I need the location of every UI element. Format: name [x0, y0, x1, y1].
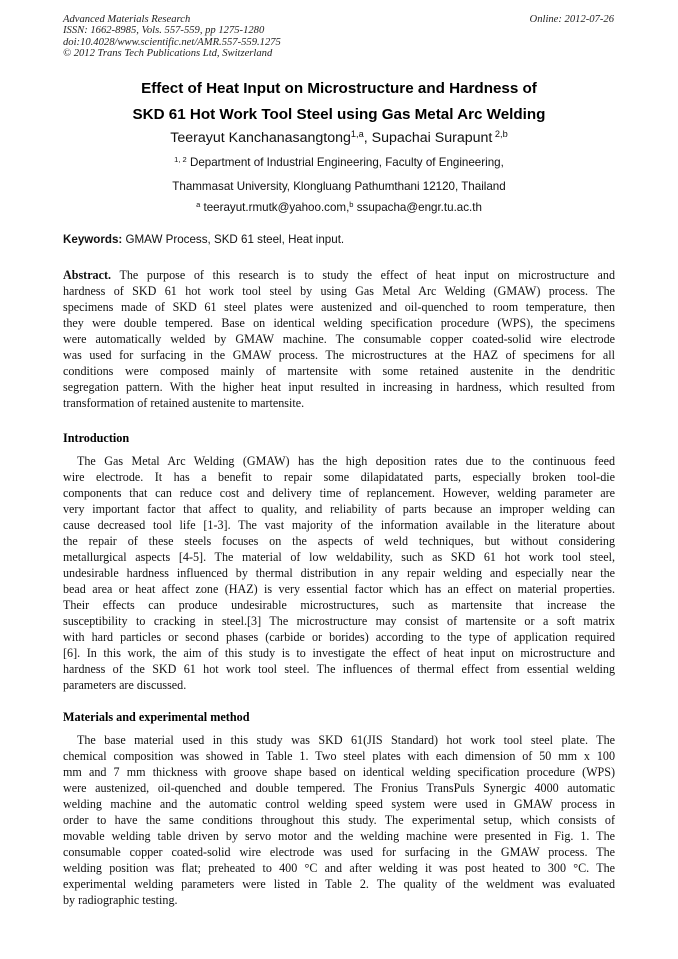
keywords-label: Keywords:: [63, 233, 123, 246]
affiliation-line-2: Thammasat University, Klongluang Pathumthani 12120, Thailand: [172, 180, 506, 193]
abstract-line: was used for surfacing in the GMAW process. The microstructures at the HAZ of specimens for all: [63, 348, 615, 362]
doi-line: doi:10.4028/www.scientific.net/AMR.557-559.1275: [63, 36, 281, 48]
affiliation-mark: 1, 2: [174, 154, 187, 164]
introduction-line: bead area or heat affect zone (HAZ) is very essential factor which has an effect on material properties.: [63, 582, 615, 596]
affiliation-department: Department of Industrial Engineering, Faculty of Engineering,: [186, 156, 504, 169]
introduction-line: with hard particles or second phases (carbide or borides) according to the type of application required: [63, 630, 615, 644]
copyright-line: © 2012 Trans Tech Publications Ltd, Switzerland: [63, 48, 273, 60]
materials-line: order to have the same conditions throughout this study. The experimental setup, which consists of: [63, 813, 615, 827]
materials-line: were austenized, oil-quenched and double tempered. The Fronius TransPuls Synergic 4000 automatic: [63, 781, 615, 795]
author-2-affiliation-mark: 2,b: [492, 128, 508, 139]
publication-info: [63, 14, 281, 60]
introduction-line: cause decreased tool life [1-3]. The vast majority of the information available in the literature about: [63, 518, 615, 532]
abstract-line: specimens made of SKD 61 steel plates were austenized and oil-quenched to room temperature, then: [63, 300, 615, 314]
journal-name: Advanced Materials Research: [63, 14, 191, 25]
introduction-line: parameters are discussed.: [63, 678, 187, 692]
email-a[interactable]: teerayut.rmutk@yahoo.com,: [200, 201, 350, 214]
author-separator: ,: [363, 130, 372, 146]
paper-title-line-2: SKD 61 Hot Work Tool Steel using Gas Metal Arc Welding: [132, 106, 546, 123]
abstract-line: hardness of SKD 61 hot work tool steel by using Gas Metal Arc Welding (GMAW) process. The: [63, 284, 615, 298]
abstract: [63, 267, 615, 411]
introduction-line: Their effects can produce undesirable microstructures, such as martensite that increase the: [63, 598, 615, 612]
introduction-line: The Gas Metal Arc Welding (GMAW) has the high deposition rates due to the continuous feed: [77, 454, 615, 468]
abstract-line: conditions were composed mainly of martensite with some retained austenite in the dendritic: [63, 364, 615, 378]
introduction-line: undesirable hardness influenced by thermal distribution in any repair welding and especially near the: [63, 566, 615, 580]
materials-line: The base material used in this study was SKD 61(JIS Standard) hot work tool steel plate. The: [77, 733, 615, 747]
introduction-line: components that can reduce cost and delivery time of replancement. However, welding parameter are: [63, 486, 615, 500]
introduction-line: susceptibility to cracking in steel.[3] The microstructure may consist of martensite or a soft matrix: [63, 614, 615, 628]
affiliation-line-1: [63, 156, 615, 169]
abstract-line: transformation of retained austenite to martensite.: [63, 396, 305, 410]
abstract-line: segregation pattern. With the higher heat input resulted in increasing in hardness, which resulted from: [63, 380, 615, 394]
introduction-line: wire electrode. It has a benefit to repair some dilapidatated parts, especially broken tool-die: [63, 470, 615, 484]
introduction-line: very important factor that affect to quality, and reliability of parts because an improper welding can: [63, 502, 615, 516]
email-b-mark: b: [349, 199, 354, 209]
introduction-line: [6]. In this work, the aim of this study is to investigate the effect of heat input on microstructure and: [63, 646, 615, 660]
keywords-text: GMAW Process, SKD 61 steel, Heat input.: [122, 233, 345, 246]
author-1-affiliation-mark: 1,a: [350, 128, 364, 139]
materials-line: welding position was flat; preheated to 400 °C and after welding it was post heated to 300 °C. The: [63, 861, 615, 875]
issn-line: ISSN: 1662-8985, Vols. 557-559, pp 1275-1280: [63, 25, 265, 37]
abstract-line: they were double tempered. Base on identical welding specification procedure (WPS), the specimens: [63, 316, 615, 330]
materials-line: mm and 7 mm thickness with groove shape based on identical welding specification procedure (WPS): [63, 765, 615, 779]
materials-line: consumable copper coated-solid wire electrode was used for surfacing in the GMAW process. The: [63, 845, 615, 859]
online-date: Online: 2012-07-26: [529, 14, 614, 25]
author-2: Supachai Surapunt: [371, 130, 493, 146]
materials-line: movable welding table driven by servo motor and the welding machine were presented in Fig. 1. The: [63, 829, 615, 843]
materials-line: experimental welding parameters were listed in Table 2. The quality of the weldment was evaluated: [63, 877, 615, 891]
abstract-label: Abstract.: [63, 268, 112, 282]
abstract-line: Abstract. The purpose of this research is to study the effect of heat input on microstructure and: [63, 268, 615, 282]
materials-line: by radiographic testing.: [63, 893, 178, 907]
introduction-heading: Introduction: [63, 431, 130, 445]
introduction-line: hardness of the SKD 61 hot work tool steel. The influences of thermal effect from essential welding: [63, 662, 615, 676]
email-b[interactable]: ssupacha@engr.tu.ac.th: [353, 201, 482, 214]
email-line: [63, 201, 615, 214]
materials-line: welding machine and the automatic control welding speed system were used in GMAW process in: [63, 797, 615, 811]
materials-body: [63, 732, 615, 908]
author-1: Teerayut Kanchanasangtong: [170, 130, 351, 146]
abstract-line: were automatically welded by GMAW machine. The consumable copper coated-solid wire electrode: [63, 332, 615, 346]
materials-line: chemical composition was showed in Table 1. Two steel plates with each dimension of 50 mm x 100: [63, 749, 615, 763]
keywords: [63, 233, 344, 246]
materials-heading: Materials and experimental method: [63, 710, 250, 724]
paper-title-line-1: Effect of Heat Input on Microstructure and Hardness of: [141, 80, 537, 97]
introduction-line: the repair of these steels focuses on the aspects of weld techniques, but without considering: [63, 534, 615, 548]
author-list: [63, 130, 615, 146]
introduction-line: metallurgical aspects [4-5]. The material of low weldability, such as SKD 61 hot work tool steel,: [63, 550, 615, 564]
introduction-body: [63, 453, 615, 693]
email-a-mark: a: [196, 199, 201, 209]
